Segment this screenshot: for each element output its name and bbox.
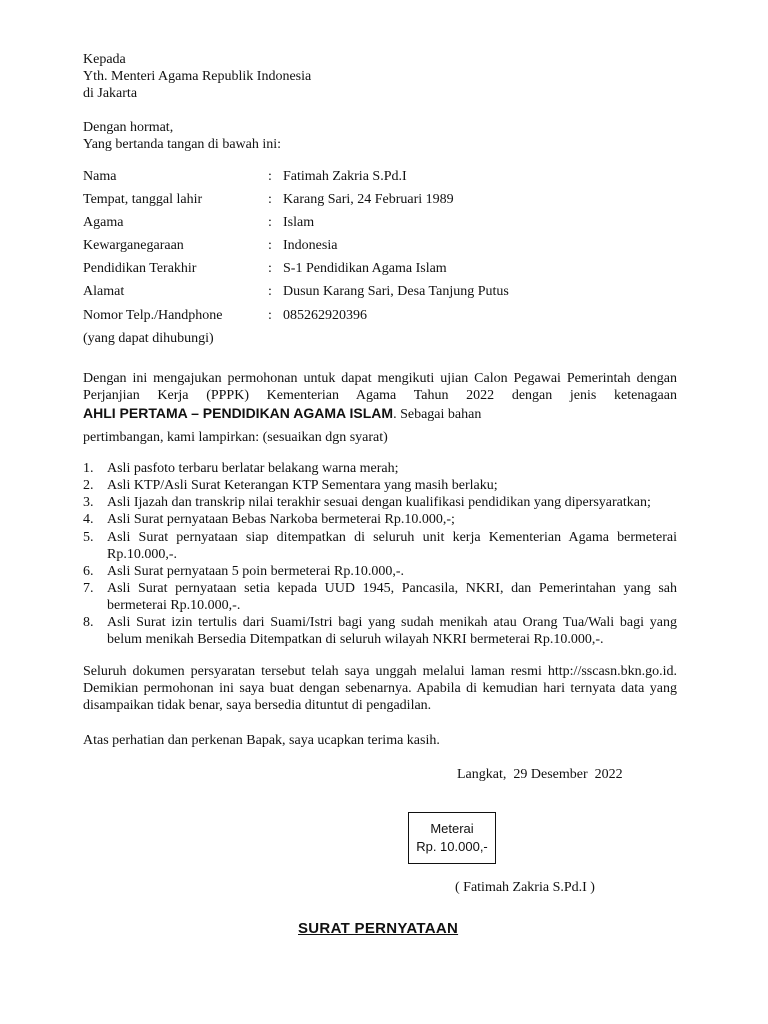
identity-label: Nama xyxy=(83,169,117,184)
identity-value: 085262920396 xyxy=(283,308,367,323)
next-page-heading: SURAT PERNYATAAN xyxy=(298,920,459,937)
identity-label: Alamat xyxy=(83,284,125,299)
identity-colon: : xyxy=(268,284,272,299)
request-line-1: Dengan ini mengajukan permohonan untuk dapat mengikuti ujian Calon Pegawai Pemerintah dengan xyxy=(83,371,677,386)
list-text: Asli Surat pernyataan siap ditempatkan di seluruh unit kerja Kementerian Agama bermeterai xyxy=(107,530,677,545)
list-number: 5. xyxy=(83,530,94,545)
list-number: 7. xyxy=(83,581,94,596)
phone-note: (yang dapat dihubungi) xyxy=(83,331,214,346)
signature-name: ( Fatimah Zakria S.Pd.I ) xyxy=(455,880,595,895)
stamp-box xyxy=(408,812,496,864)
place-date: Langkat, 29 Desember 2022 xyxy=(457,767,623,782)
identity-colon: : xyxy=(268,192,272,207)
list-text: Asli Surat pernyataan Bebas Narkoba bermeterai Rp.10.000,-; xyxy=(107,512,455,527)
request-line-3 xyxy=(83,405,481,423)
list-text-continued: Rp.10.000,-. xyxy=(107,547,177,562)
identity-value: Karang Sari, 24 Februari 1989 xyxy=(283,192,454,207)
identity-label: Nomor Telp./Handphone xyxy=(83,308,223,323)
identity-colon: : xyxy=(268,215,272,230)
stamp-amount: Rp. 10.000,- xyxy=(416,839,488,854)
identity-value: Fatimah Zakria S.Pd.I xyxy=(283,169,407,184)
thanks-text: Atas perhatian dan perkenan Bapak, saya ucapkan terima kasih. xyxy=(83,733,440,748)
recipient-to: Kepada xyxy=(83,52,126,67)
request-line-3-rest: . Sebagai bahan xyxy=(393,407,482,422)
list-text: Asli Surat pernyataan 5 poin bermeterai Rp.10.000,-. xyxy=(107,564,405,579)
list-number: 3. xyxy=(83,495,94,510)
recipient-place: di Jakarta xyxy=(83,86,138,101)
list-text: Asli Ijazah dan transkrip nilai terakhir sesuai dengan kualifikasi pendidikan yang dipersyaratkan; xyxy=(107,495,651,510)
list-number: 1. xyxy=(83,461,94,476)
identity-value: S-1 Pendidikan Agama Islam xyxy=(283,261,447,276)
list-number: 2. xyxy=(83,478,94,493)
list-number: 4. xyxy=(83,512,94,527)
closing-line-1: Seluruh dokumen persyaratan tersebut telah saya unggah melalui laman resmi http://sscasn.bkn.go.id. xyxy=(83,664,677,679)
identity-colon: : xyxy=(268,308,272,323)
request-line-4: pertimbangan, kami lampirkan: (sesuaikan dgn syarat) xyxy=(83,430,388,445)
closing-line-3: disampaikan tidak benar, saya bersedia dituntut di pengadilan. xyxy=(83,698,432,713)
stamp-label: Meterai xyxy=(430,821,474,836)
intro-text: Yang bertanda tangan di bawah ini: xyxy=(83,137,282,152)
identity-label: Agama xyxy=(83,215,124,230)
list-text-continued: bermeterai Rp.10.000,-. xyxy=(107,598,241,613)
identity-colon: : xyxy=(268,261,272,276)
list-text: Asli pasfoto terbaru berlatar belakang warna merah; xyxy=(107,461,399,476)
identity-value: Dusun Karang Sari, Desa Tanjung Putus xyxy=(283,284,509,299)
position-title: AHLI PERTAMA – PENDIDIKAN AGAMA ISLAM xyxy=(83,405,394,421)
identity-label: Pendidikan Terakhir xyxy=(83,261,197,276)
recipient-name: Yth. Menteri Agama Republik Indonesia xyxy=(83,69,312,84)
identity-value: Indonesia xyxy=(283,238,338,253)
identity-label: Tempat, tanggal lahir xyxy=(83,192,203,207)
identity-value: Islam xyxy=(283,215,315,230)
list-text: Asli Surat izin tertulis dari Suami/Istri bagi yang sudah menikah atau Orang Tua/Wali bagi yang xyxy=(107,615,677,630)
list-text: Asli Surat pernyataan setia kepada UUD 1945, Pancasila, NKRI, dan Pemerintahan yang sah xyxy=(107,581,677,596)
list-text: Asli KTP/Asli Surat Keterangan KTP Sementara yang masih berlaku; xyxy=(107,478,498,493)
identity-colon: : xyxy=(268,169,272,184)
identity-label: Kewarganegaraan xyxy=(83,238,184,253)
list-number: 8. xyxy=(83,615,94,630)
request-line-2: Perjanjian Kerja (PPPK) Kementerian Agama Tahun 2022 dengan jenis ketenagaan xyxy=(83,388,677,403)
identity-colon: : xyxy=(268,238,272,253)
greeting: Dengan hormat, xyxy=(83,120,174,135)
closing-line-2: Demikian permohonan ini saya buat dengan sebenarnya. Apabila di kemudian hari ternyata data yang xyxy=(83,681,677,696)
list-text-continued: belum menikah Bersedia Ditempatkan di seluruh wilayah NKRI bermeterai Rp.10.000,-. xyxy=(107,632,604,647)
list-number: 6. xyxy=(83,564,94,579)
